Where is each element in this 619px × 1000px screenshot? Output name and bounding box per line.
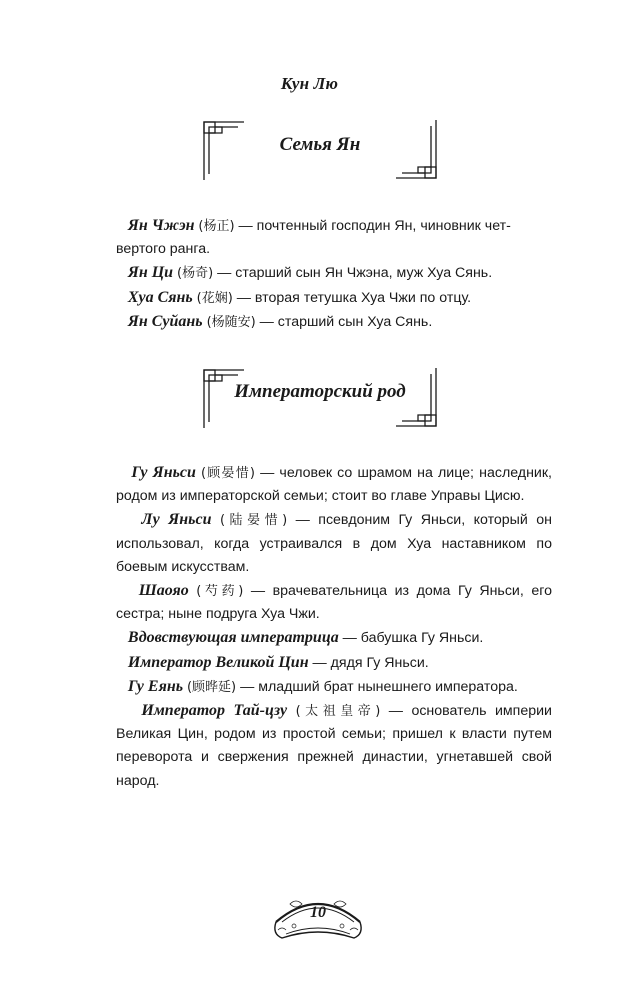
section-heading-family-yan (200, 118, 440, 182)
entry (116, 286, 552, 310)
entry-hanzi: (太祖皇帝) (295, 704, 381, 720)
entry-name: Император Тай-цзу (141, 702, 288, 720)
entry-desc: — человек со шрамом на лице; наследник, родом из императорской семьи; стоит во главе Управы Цисю. (116, 465, 552, 505)
entry-name: Вдовствующая императрица (127, 629, 339, 647)
page-number: 10 (310, 904, 326, 921)
section-body-imperial-family (116, 461, 552, 793)
section-title: Семья Ян (279, 134, 361, 155)
entry-desc: — дядя Гу Яньси. (308, 654, 429, 671)
entry-hanzi: (陆晏惜) (219, 513, 288, 529)
entry (116, 310, 552, 334)
entry-hanzi: (顾晔延) (186, 679, 237, 695)
entry-desc: — старший сын Ян Чжэна, муж Хуа Сянь. (213, 265, 493, 282)
entry-hanzi: (杨正) (198, 219, 235, 234)
entry (116, 508, 552, 579)
entry-desc: — почтенный господин Ян, чиновник чет- (234, 218, 511, 234)
entry-name: Ян Чжэн (127, 217, 195, 234)
section-body-family-yan (116, 214, 552, 334)
entry-desc: — псевдоним Гу Яньси, который он использовал, когда устраивался в дом Хуа наставником по боевым искусствам. (116, 512, 552, 575)
entry-hanzi: (杨奇) (177, 266, 214, 282)
entry (116, 461, 552, 508)
entry-desc: вертого ранга. (116, 241, 211, 258)
entry-hanzi: (芍药) (196, 584, 244, 600)
page-number-ornament (268, 882, 368, 944)
entry-name: Лу Яньси (141, 511, 212, 529)
entry-name: Император Великой Цин (127, 653, 309, 671)
running-head: Кун Лю (280, 74, 339, 93)
entry-hanzi: (杨随安) (206, 314, 256, 330)
entry-name: Хуа Сянь (127, 288, 193, 306)
entry (116, 699, 552, 793)
entry-name: Гу Еянь (127, 677, 184, 695)
entry (116, 675, 552, 699)
entry-name: Ян Суйань (127, 312, 203, 330)
entry-desc: — вторая тетушка Хуа Чжи по отцу. (232, 289, 472, 306)
entry (116, 626, 552, 650)
entry (116, 261, 552, 285)
entry-desc: — младший брат нынешнего императора. (236, 678, 518, 695)
entry-desc: — старший сын Хуа Сянь. (255, 313, 433, 330)
section-title: Императорский род (234, 381, 406, 402)
entry-hanzi: (花娴) (196, 290, 233, 306)
entry (116, 214, 552, 238)
entry-desc: — бабушка Гу Яньси. (338, 630, 484, 647)
entry-desc: — врачевательница из дома Гу Яньси, его сестра; ныне подруга Хуа Чжи. (116, 583, 552, 623)
section-heading-imperial-family (200, 366, 440, 430)
entry (116, 579, 552, 626)
entry-hanzi: (顾晏惜) (201, 466, 255, 481)
entry-desc: — основатель империи Великая Цин, родом из простой семьи; пришел к власти путем переворота и свержения прежней династии, угнетавшей свой народ. (116, 703, 552, 789)
entry-name: Ян Ци (127, 264, 174, 282)
entry-continuation (116, 238, 552, 261)
entry (116, 651, 552, 675)
entry-name: Шаояо (138, 582, 189, 600)
entry-name: Гу Яньси (131, 464, 196, 481)
